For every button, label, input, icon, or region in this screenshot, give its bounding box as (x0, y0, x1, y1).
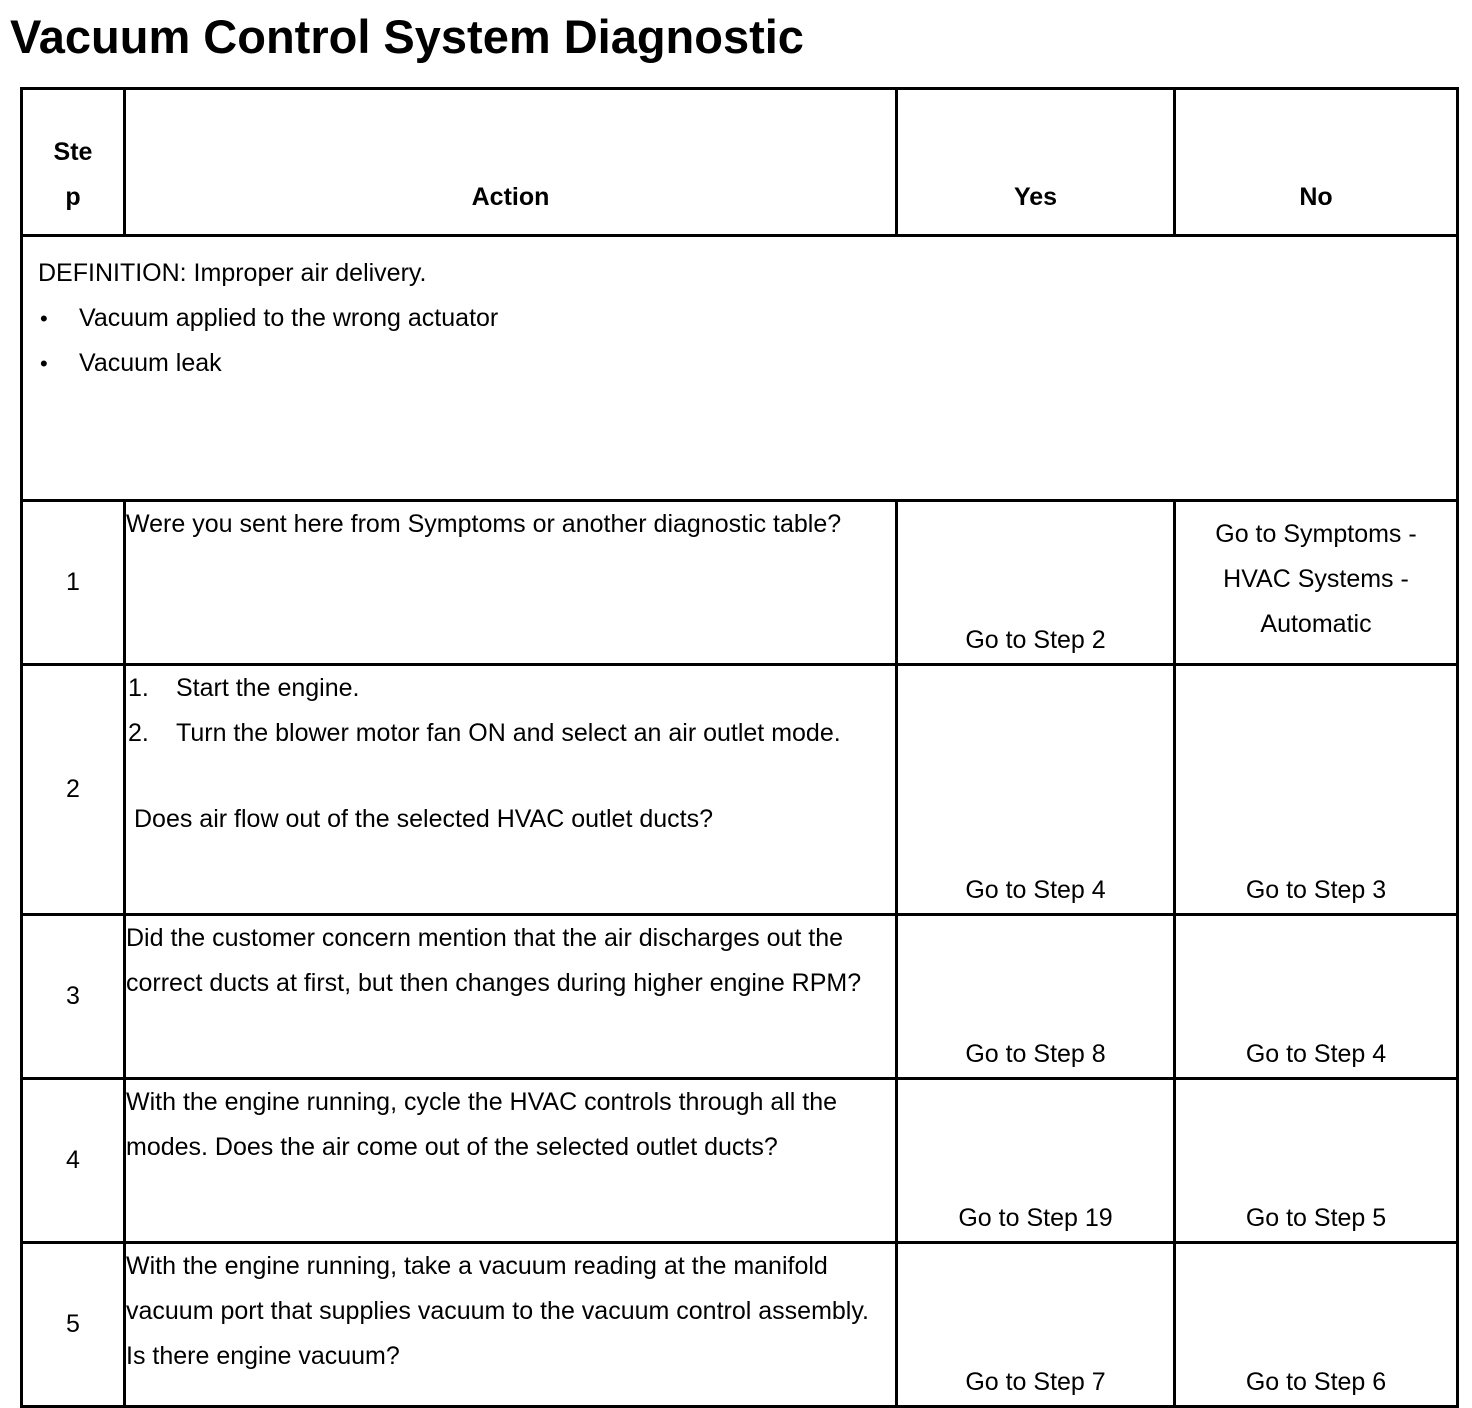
action-text: Were you sent here from Symptoms or another diagnostic table? (125, 501, 897, 665)
column-header-action: Action (125, 89, 897, 236)
step-number: 2 (22, 665, 125, 915)
definition-bullet: • Vacuum applied to the wrong actuator (38, 296, 1456, 341)
column-header-step: Step (22, 89, 125, 236)
table-row-step-3 (22, 915, 1458, 1079)
table-row-step-5 (22, 1243, 1458, 1407)
bullet-icon: • (40, 306, 48, 331)
diagnostic-table (20, 87, 1459, 1408)
yes-result: Go to Step 8 (897, 915, 1175, 1079)
table-header-row (22, 89, 1458, 236)
table-row-step-1 (22, 501, 1458, 665)
action-text: With the engine running, cycle the HVAC controls through all the modes. Does the air come out of the selected outlet ducts? (125, 1079, 897, 1243)
no-result: Go to Step 4 (1175, 915, 1458, 1079)
definition-cell (22, 236, 1458, 501)
definition-bullet-list (38, 296, 1456, 386)
yes-result: Go to Step 2 (897, 501, 1175, 665)
column-header-yes: Yes (897, 89, 1175, 236)
action-question: Does air flow out of the selected HVAC outlet ducts? (134, 805, 714, 833)
definition-text: DEFINITION: Improper air delivery. (38, 259, 427, 287)
substep-list (126, 666, 895, 756)
action-cell (125, 665, 897, 915)
step-number: 4 (22, 1079, 125, 1243)
definition-row (22, 236, 1458, 501)
step-number: 1 (22, 501, 125, 665)
substep: 1. Start the engine. (128, 674, 360, 702)
action-text: Did the customer concern mention that the air discharges out the correct ducts at first, but then changes during higher engine RPM? (125, 915, 897, 1079)
no-result: Go to Symptoms - HVAC Systems - Automatic (1175, 501, 1458, 665)
bullet-icon: • (40, 351, 48, 376)
yes-result: Go to Step 4 (897, 665, 1175, 915)
table-row-step-2 (22, 665, 1458, 915)
step-number: 3 (22, 915, 125, 1079)
no-result: Go to Step 5 (1175, 1079, 1458, 1243)
column-header-no: No (1175, 89, 1458, 236)
definition-bullet: • Vacuum leak (38, 341, 1456, 386)
no-result: Go to Step 6 (1175, 1243, 1458, 1407)
yes-result: Go to Step 19 (897, 1079, 1175, 1243)
action-text: With the engine running, take a vacuum reading at the manifold vacuum port that supplies vacuum to the vacuum control assembly. Is there engine vacuum? (125, 1243, 897, 1407)
step-number: 5 (22, 1243, 125, 1407)
no-result: Go to Step 3 (1175, 665, 1458, 915)
table-row-step-4 (22, 1079, 1458, 1243)
yes-result: Go to Step 7 (897, 1243, 1175, 1407)
substep: 2. Turn the blower motor fan ON and select an air outlet mode. (128, 719, 841, 747)
page-title: Vacuum Control System Diagnostic (10, 10, 804, 63)
